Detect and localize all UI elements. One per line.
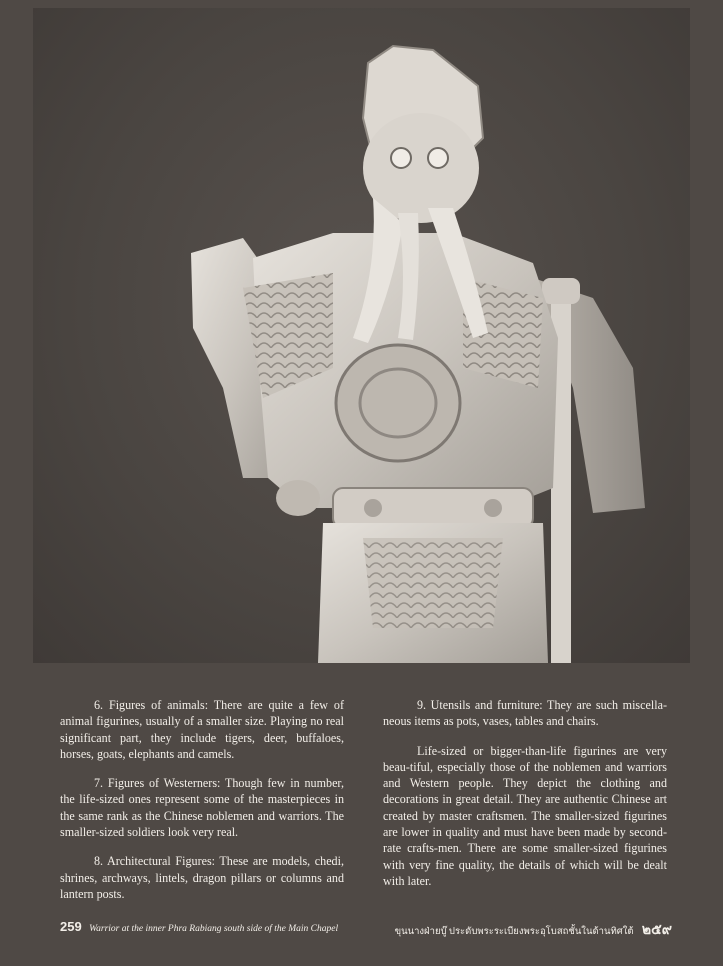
page-number: 259	[60, 919, 82, 934]
paragraph-utensils-furniture: 9. Utensils and furniture: They are such miscella-neous items as pots, vases, tables and chairs.	[383, 698, 667, 729]
thai-caption-group	[395, 919, 672, 941]
paragraph-life-sized-figurines: Life-sized or bigger-than-life figurines are very beau-tiful, especially those of the noblemen and warriors and Western people. They depict the clothing and decorations in great detail. They are authentic Chinese art created by master craftsmen. The smaller-sized figurines are lower in quality and must have been made by second-rate crafts-men. There are some smaller-sized figurines with very fine quality, the details of which will be dealt with later.	[383, 743, 667, 888]
warrior-statue-photo	[33, 8, 690, 663]
right-text-column	[383, 697, 667, 902]
warrior-statue-illustration	[33, 8, 690, 663]
paragraph-architectural-figures: 8. Architectural Figures: These are models, chedi, shrines, archways, lintels, dragon pillars or columns and lantern posts.	[60, 854, 344, 901]
thai-page-number: ๒๕๙	[641, 923, 672, 938]
paragraph-westerner-figures: 7. Figures of Westerners: Though few in number, the life-sized ones represent some of the masterpieces in the same rank as the Chinese noblemen and warriors. The smaller-sized soldiers look very real.	[60, 776, 344, 840]
left-text-column	[60, 697, 344, 915]
paragraph-animal-figures: 6. Figures of animals: There are quite a few of animal figurines, usually of a smaller size. Playing no real significant part, they include tigers, deer, buffaloes, horses, goats, elephants and camels.	[60, 698, 344, 761]
photo-caption: Warrior at the inner Phra Rabiang south side of the Main Chapel	[89, 924, 339, 934]
thai-caption: ขุนนางฝ่ายบู๊ ประดับพระระเบียงพระอุโบสถชั้นในด้านทิศใต้	[394, 927, 634, 937]
page-footer	[60, 919, 672, 937]
